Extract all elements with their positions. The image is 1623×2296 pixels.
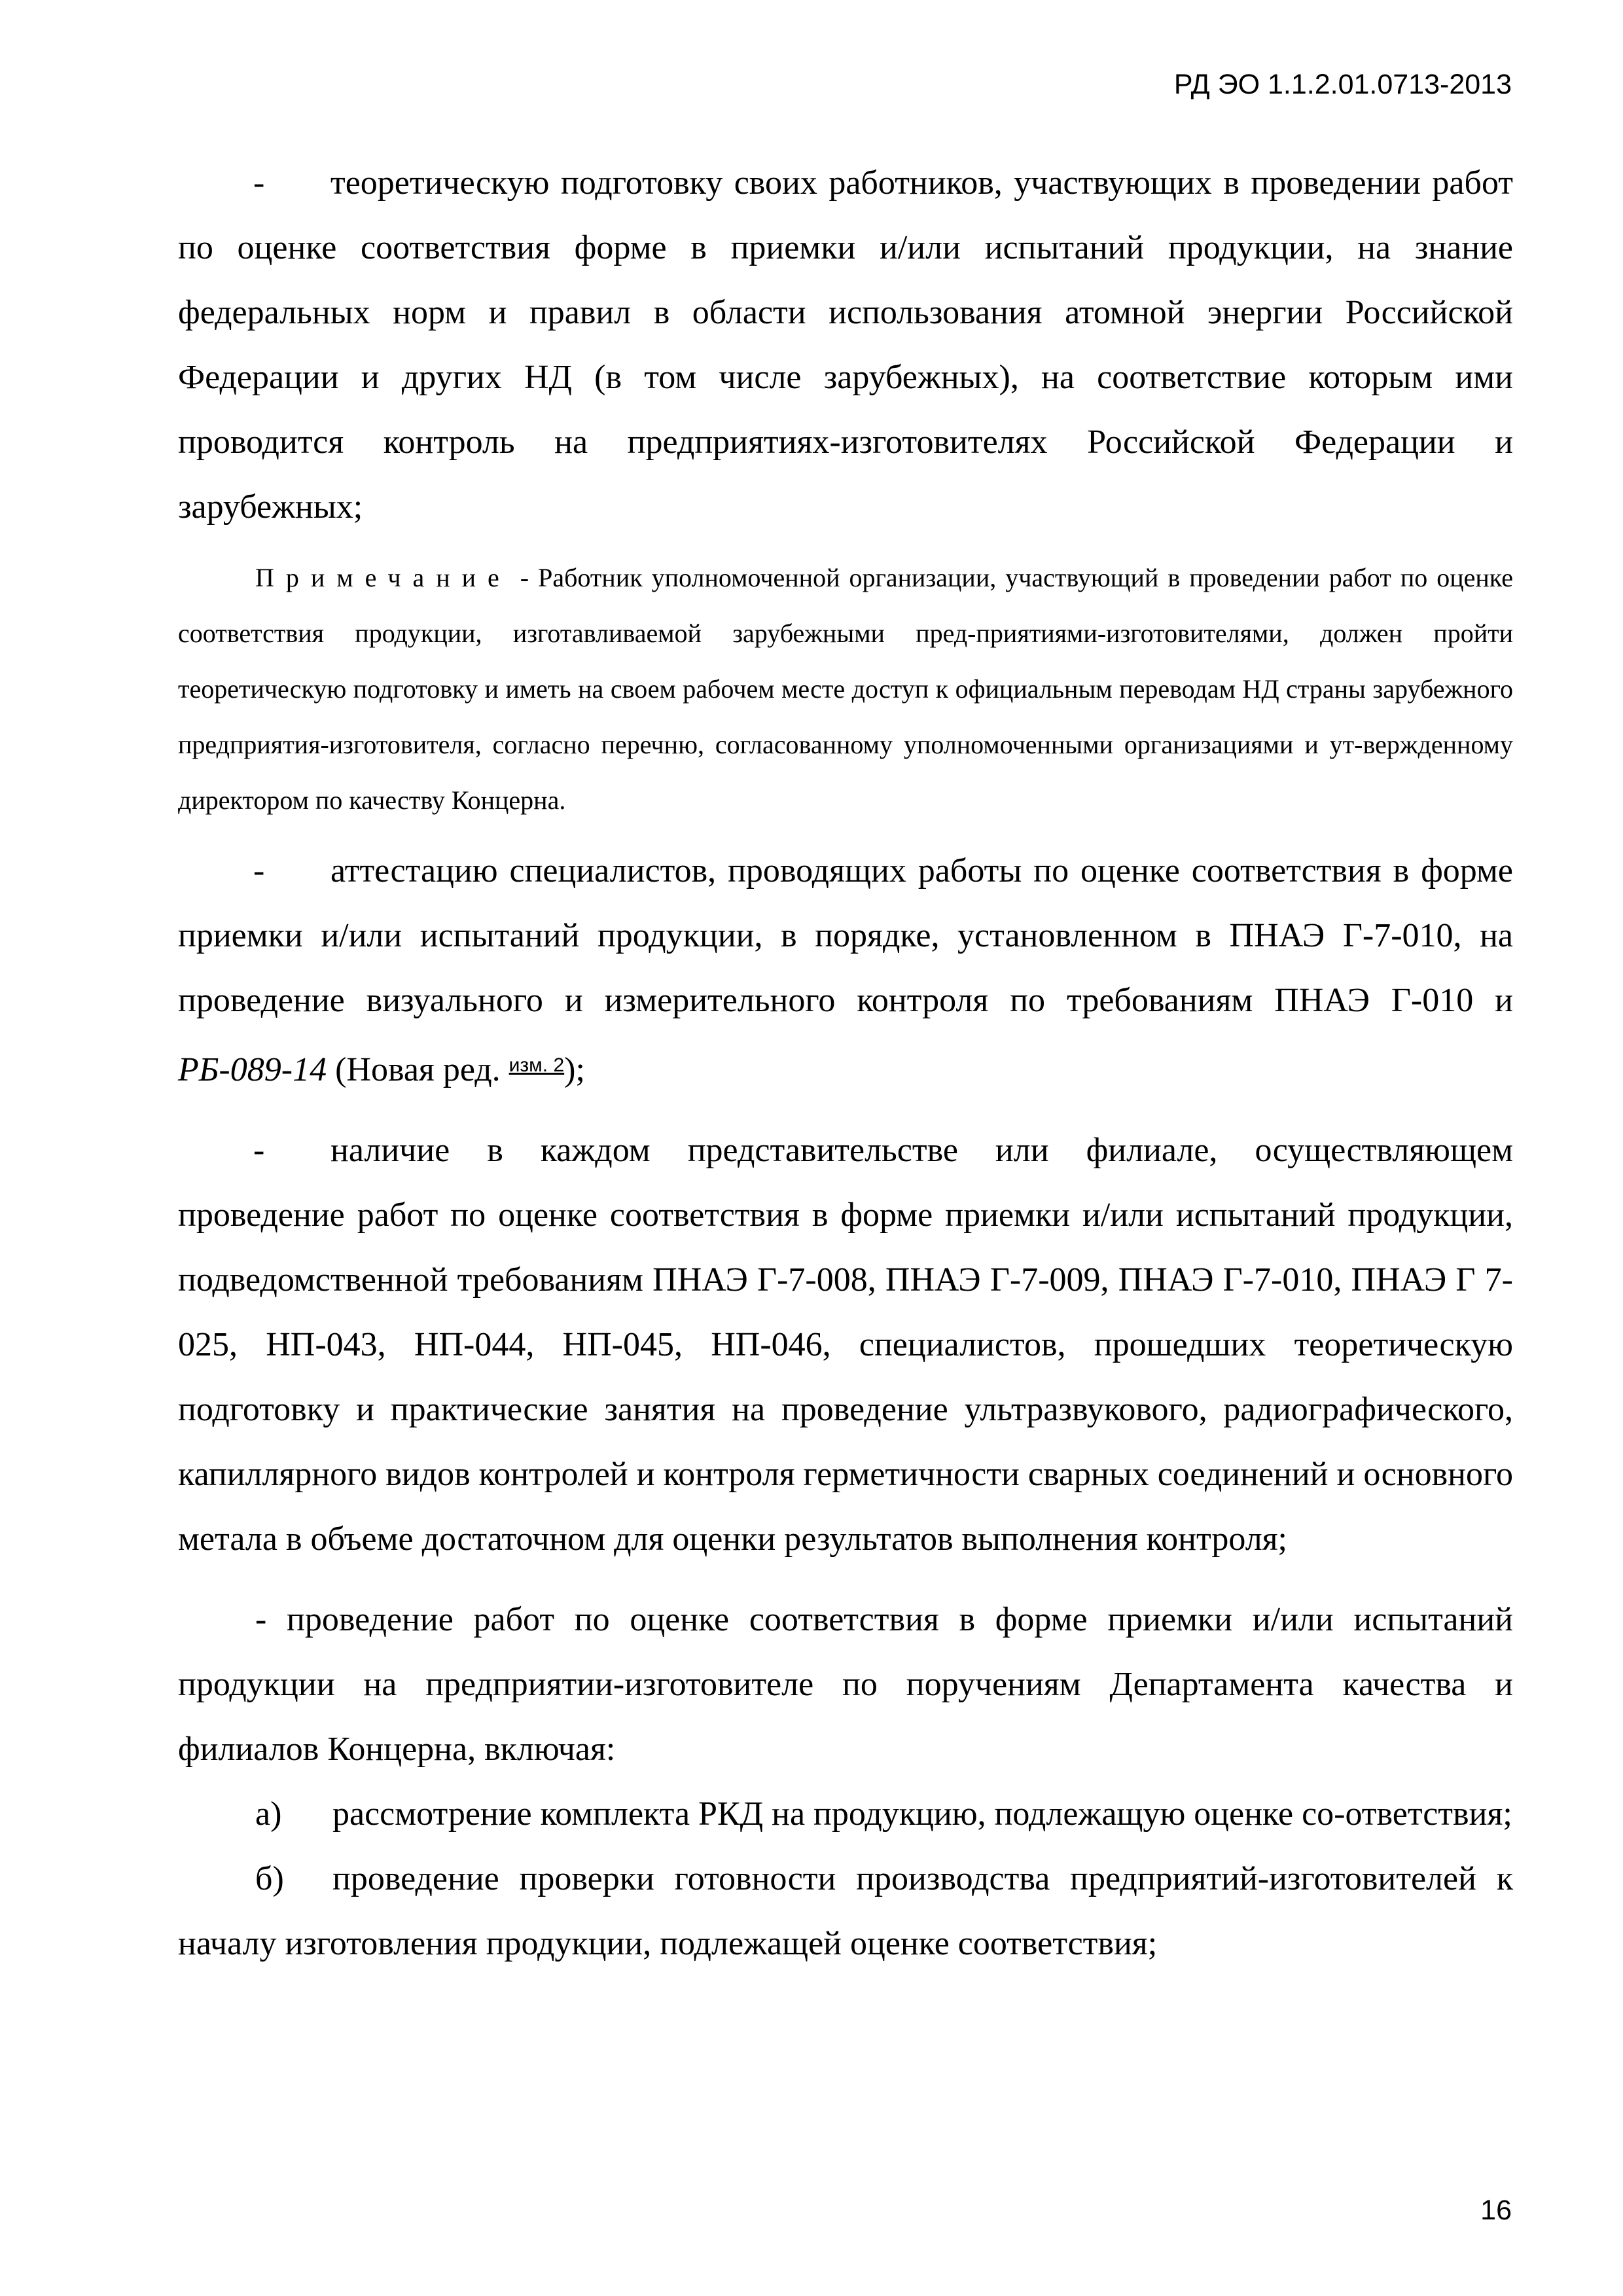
paragraph-attestation — [178, 838, 1513, 1102]
document-code: РД ЭО 1.1.2.01.0713-2013 — [1173, 69, 1512, 100]
list-dash-marker: - — [255, 1601, 267, 1638]
new-edition-text: (Новая ред. — [327, 1051, 509, 1088]
sub-item-a — [178, 1782, 1513, 1846]
paragraph-conducting-works — [178, 1587, 1513, 1782]
revision-link[interactable]: изм. 2 — [508, 1054, 565, 1076]
sub-item-text: рассмотрение комплекта РКД на продукцию, подлежащую оценке со-ответствия; — [332, 1795, 1512, 1833]
paragraph-text: теоретическую подготовку своих работников, участвующих в проведении работ по оценке соответствия форме в приемки и/или испытаний продукции, на знание федеральных норм и правил в области использования атомной энергии Российской Федерации и других НД (в том числе зарубежных), на соответствие которым ими проводится контроль на предприятиях-изготовителях Российской Федерации и зарубежных; — [178, 164, 1513, 526]
paragraph-specialists-presence — [178, 1118, 1513, 1571]
document-body — [178, 151, 1513, 1976]
sub-item-marker: б) — [255, 1860, 284, 1897]
paragraph-text: наличие в каждом представительстве или филиале, осуществляющем проведение работ по оценке соответствия в форме приемки и/или испытаний продукции, подведомственной требованиям ПНАЭ Г-7-008, ПНАЭ Г-7-009, ПНАЭ Г-7-010, ПНАЭ Г 7-025, НП-043, НП-044, НП-045, НП-046, специалистов, прошедших теоретическую подготовку и практические занятия на проведение ультразвукового, радиографического, капиллярного видов контролей и контроля герметичности сварных соединений и основного метала в объеме достаточном для оценки результатов выполнения контроля; — [178, 1132, 1513, 1558]
list-dash-marker: - — [253, 1132, 265, 1169]
list-dash-marker: - — [253, 164, 265, 202]
standard-reference: РБ-089-14 — [178, 1051, 327, 1088]
paragraph-text: аттестацию специалистов, проводящих работы по оценке соответствия в форме приемки и/или испытаний продукции, в порядке, установленном в ПНАЭ Г-7-010, на проведение визуального и измерительного контроля по требованиям ПНАЭ Г-010 и — [178, 852, 1513, 1019]
note-paragraph — [178, 550, 1513, 828]
paragraph-text: проведение работ по оценке соответствия в форме приемки и/или испытаний продукции на предприятии-изготовителе по поручениям Департамента качества и филиалов Концерна, включая: — [178, 1601, 1513, 1768]
sub-item-text: проведение проверки готовности производства предприятий-изготовителей к началу изготовления продукции, подлежащей оценке соответствия; — [178, 1860, 1513, 1962]
list-dash-marker: - — [253, 852, 265, 889]
page-number: 16 — [1480, 2195, 1512, 2226]
sub-item-marker: а) — [255, 1795, 282, 1833]
sub-item-b — [178, 1846, 1513, 1976]
note-text: - Работник уполномоченной организации, участвующий в проведении работ по оценке соответствия продукции, изготавливаемой зарубежными пред-приятиями-изготовителями, должен пройти теоретическую подготовку и иметь на своем рабочем месте доступ к официальным переводам НД страны зарубежного предприятия-изготовителя, согласно перечню, согласованному уполномоченными организациями и ут-вержденному директором по качеству Концерна. — [178, 563, 1513, 815]
paragraph-end: ); — [564, 1051, 585, 1088]
paragraph-theoretical-training — [178, 151, 1513, 539]
note-label: Примечание — [255, 563, 511, 592]
